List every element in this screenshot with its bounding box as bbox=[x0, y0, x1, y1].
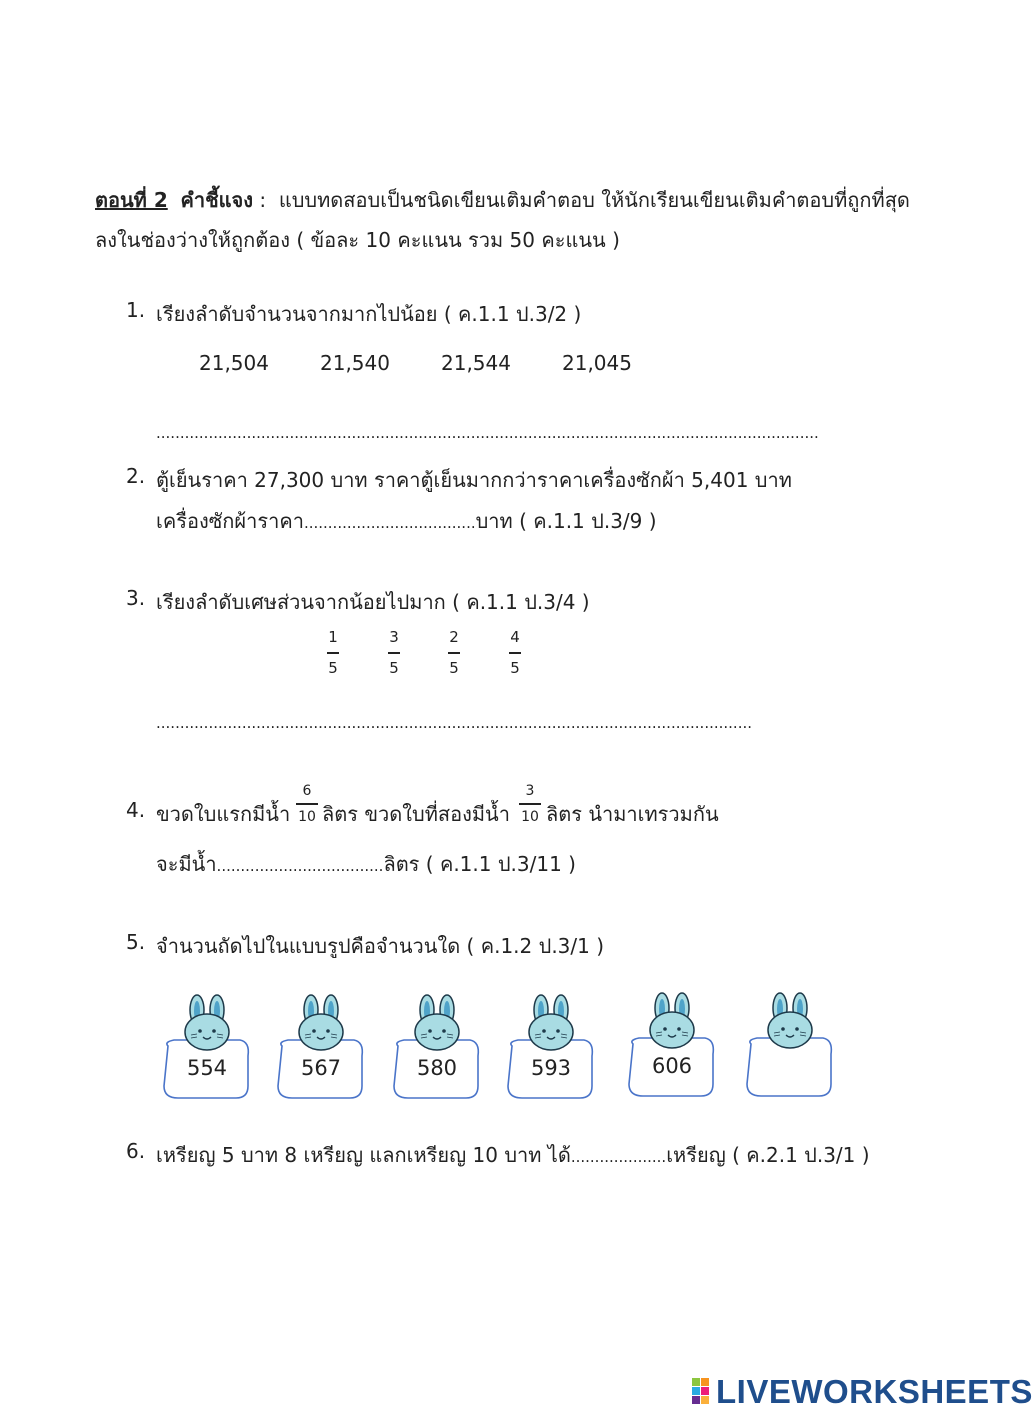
q3-fraction-1 bbox=[321, 630, 345, 676]
q4-line2-suffix: ลิตร ( ค.1.1 ป.3/11 ) bbox=[383, 852, 576, 876]
fraction-bar bbox=[388, 652, 400, 654]
instruction-label: คำชี้แจง bbox=[180, 188, 254, 212]
pattern-number: 580 bbox=[416, 1056, 458, 1080]
q2-answer-blank[interactable]: .................................... bbox=[303, 514, 476, 532]
pattern-item bbox=[276, 990, 366, 1110]
bunny-icon bbox=[299, 995, 343, 1050]
q6-number: 6. bbox=[126, 1139, 146, 1163]
fraction-denominator: 5 bbox=[389, 659, 399, 677]
q2-line2-prefix: เครื่องซักผ้าราคา bbox=[156, 509, 304, 533]
q1-answer-line[interactable]: ........................................................................................................................................... bbox=[156, 424, 819, 442]
q3-text: เรียงลำดับเศษส่วนจากน้อยไปมาก ( ค.1.1 ป.3/4 ) bbox=[156, 590, 590, 614]
fraction-bar bbox=[509, 652, 521, 654]
q4-part1: ขวดใบแรกมีน้ำ bbox=[156, 802, 291, 826]
q4-line2-prefix: จะมีน้ำ bbox=[156, 852, 217, 876]
q5-number: 5. bbox=[126, 930, 146, 954]
pattern-number: 554 bbox=[186, 1056, 228, 1080]
fraction-numerator: 2 bbox=[449, 628, 459, 646]
q1-text: เรียงลำดับจำนวนจากมากไปน้อย ( ค.1.1 ป.3/2 ) bbox=[156, 302, 582, 326]
bunny-icon bbox=[650, 993, 694, 1048]
q3-fraction-2 bbox=[382, 630, 406, 676]
fraction-numerator: 1 bbox=[328, 628, 338, 646]
pattern-number: 593 bbox=[530, 1056, 572, 1080]
pattern-number: 567 bbox=[300, 1056, 342, 1080]
fraction-numerator: 6 bbox=[302, 783, 312, 799]
fraction-denominator: 10 bbox=[298, 809, 316, 825]
instruction-line1: แบบทดสอบเป็นชนิดเขียนเติมคำตอบ ให้นักเรียนเขียนเติมคำตอบที่ถูกที่สุด bbox=[278, 188, 910, 212]
fraction-denominator: 5 bbox=[328, 659, 338, 677]
q4-part3: ลิตร นำมาเทรวมกัน bbox=[546, 802, 719, 826]
q4-number: 4. bbox=[126, 798, 146, 822]
pattern-item bbox=[392, 990, 482, 1110]
q6-suffix: เหรียญ ( ค.2.1 ป.3/1 ) bbox=[666, 1143, 870, 1167]
q6-line bbox=[156, 1139, 870, 1171]
fraction-bar bbox=[448, 652, 460, 654]
pattern-item bbox=[506, 990, 596, 1110]
q2-line2-suffix: บาท ( ค.1.1 ป.3/9 ) bbox=[475, 509, 657, 533]
part-label: ตอนที่ 2 bbox=[95, 188, 168, 212]
q3-fraction-3 bbox=[442, 630, 466, 676]
bunny-icon bbox=[415, 995, 459, 1050]
fraction-bar bbox=[296, 803, 318, 805]
q6-answer-blank[interactable]: .................... bbox=[570, 1148, 667, 1166]
pattern-item bbox=[627, 988, 717, 1108]
q4-part2: ลิตร ขวดใบที่สองมีน้ำ bbox=[322, 802, 510, 826]
fraction-numerator: 3 bbox=[525, 783, 535, 799]
q1-number-4: 21,045 bbox=[562, 351, 632, 375]
q6-prefix: เหรียญ 5 บาท 8 เหรียญ แลกเหรียญ 10 บาท ได้ bbox=[156, 1143, 571, 1167]
q3-fraction-4 bbox=[503, 630, 527, 676]
q3-number: 3. bbox=[126, 586, 146, 610]
q2-number: 2. bbox=[126, 464, 146, 488]
pattern-number: 606 bbox=[651, 1054, 693, 1078]
liveworksheets-logo: LIVEWORKSHEETS bbox=[716, 1373, 1033, 1410]
q2-line2 bbox=[156, 505, 657, 537]
fraction-denominator: 5 bbox=[510, 659, 520, 677]
fraction-denominator: 5 bbox=[449, 659, 459, 677]
q1-number-1: 21,504 bbox=[199, 351, 269, 375]
q3-answer-line[interactable]: ............................................................................................................................. bbox=[156, 714, 753, 732]
pattern-item[interactable] bbox=[745, 988, 835, 1108]
q1-number-3: 21,544 bbox=[441, 351, 511, 375]
fraction-numerator: 3 bbox=[389, 628, 399, 646]
q4-fraction-2 bbox=[515, 784, 545, 824]
q4-answer-blank[interactable]: ................................... bbox=[216, 857, 384, 875]
q1-number: 1. bbox=[126, 298, 146, 322]
instruction-line2: ลงในช่องว่างให้ถูกต้อง ( ข้อละ 10 คะแนน รวม 50 คะแนน ) bbox=[95, 228, 620, 252]
q5-text: จำนวนถัดไปในแบบรูปคือจำนวนใด ( ค.1.2 ป.3/1 ) bbox=[156, 934, 605, 958]
instruction-header bbox=[95, 184, 910, 216]
pattern-item bbox=[162, 990, 252, 1110]
fraction-numerator: 4 bbox=[510, 628, 520, 646]
q1-number-2: 21,540 bbox=[320, 351, 390, 375]
bunny-icon bbox=[768, 993, 812, 1048]
bunny-icon bbox=[529, 995, 573, 1050]
bunny-icon bbox=[185, 995, 229, 1050]
fraction-denominator: 10 bbox=[521, 809, 539, 825]
q4-line2 bbox=[156, 848, 576, 880]
q2-line1: ตู้เย็นราคา 27,300 บาท ราคาตู้เย็นมากกว่าราคาเครื่องซักผ้า 5,401 บาท bbox=[156, 468, 792, 492]
liveworksheets-logo-icon bbox=[692, 1378, 710, 1404]
fraction-bar bbox=[327, 652, 339, 654]
q4-fraction-1 bbox=[292, 784, 322, 824]
instruction-colon: : bbox=[259, 188, 267, 212]
fraction-bar bbox=[519, 803, 541, 805]
